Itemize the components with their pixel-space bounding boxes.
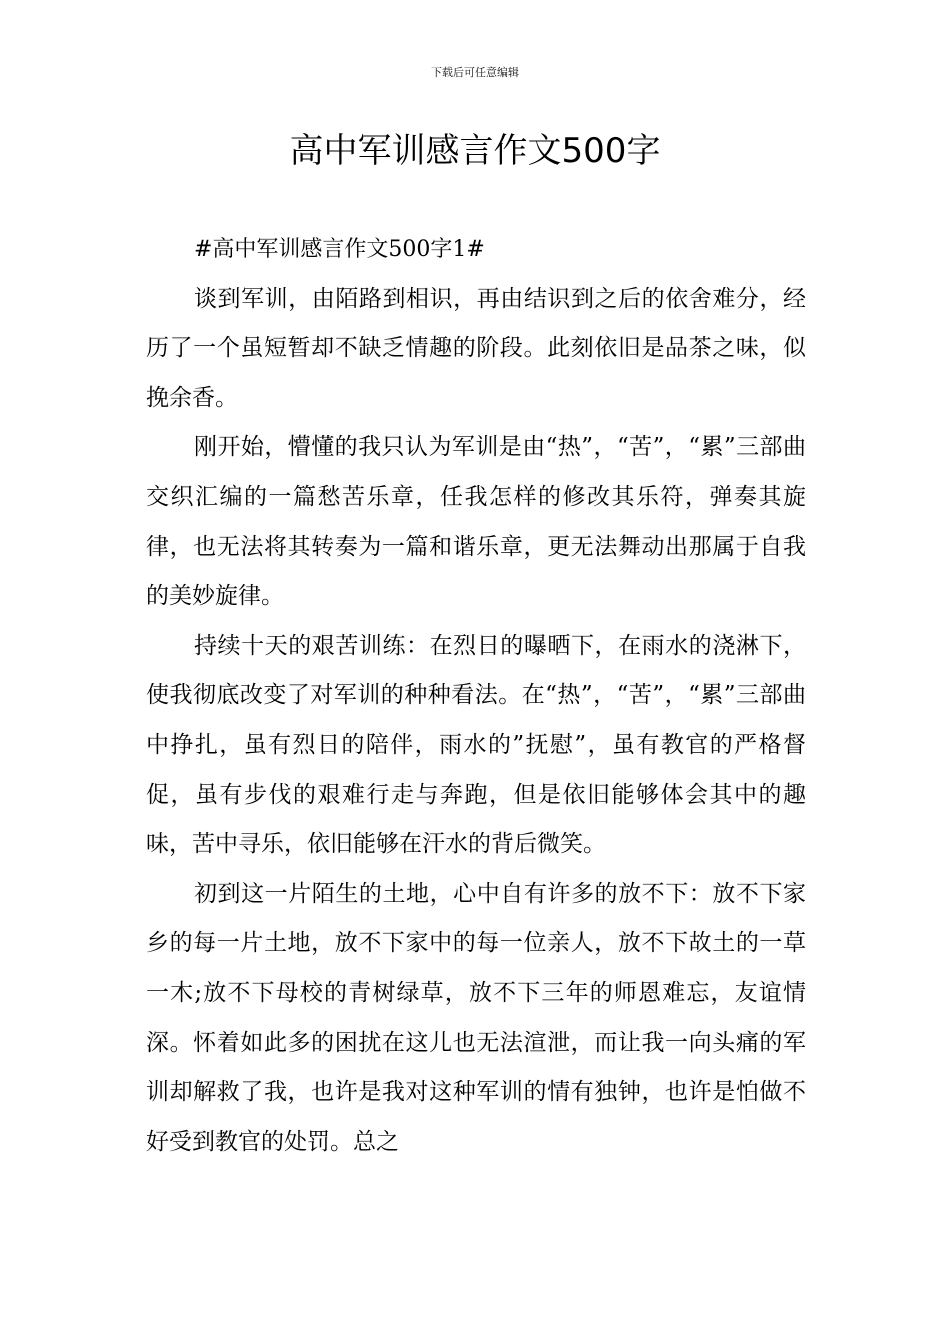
paragraph-3: 持续十天的艰苦训练：在烈日的曝晒下，在雨水的浇淋下，使我彻底改变了对军训的种种看法。在“热”，“苦”，“累”三部曲中挣扎，虽有烈日的陪伴，雨水的”抚慰”，虽有教官的严格督促，虽有步伐的艰难行走与奔跑，但是依旧能够体会其中的趣味，苦中寻乐，依旧能够在汗水的背后微笑。	[146, 632, 806, 858]
paragraph-4: 初到这一片陌生的土地，心中自有许多的放不下：放不下家乡的每一片土地，放不下家中的每一位亲人，放不下故土的一草一木;放不下母校的青树绿草，放不下三年的师恩难忘，友谊情深。怀着如此多的困扰在这儿也无法渲泄，而让我一向头痛的军训却解救了我，也许是我对这种军训的情有独钟，也许是怕做不好受到教官的处罚。总之	[146, 880, 806, 1155]
header-note: 下载后可任意编辑	[431, 66, 519, 79]
document-body	[146, 225, 806, 1167]
section-heading: #高中军训感言作文500字1#	[194, 237, 485, 262]
document-title: 高中军训感言作文500字	[289, 131, 661, 171]
paragraph-1: 谈到军训，由陌路到相识，再由结识到之后的依舍难分，经历了一个虽短暂却不缺乏情趣的阶段。此刻依旧是品茶之味，似挽余香。	[146, 285, 806, 411]
paragraph-2: 刚开始，懵懂的我只认为军训是由“热”，“苦”，“累”三部曲交织汇编的一篇愁苦乐章，任我怎样的修改其乐符，弹奏其旋律，也无法将其转奏为一篇和谐乐章，更无法舞动出那属于自我的美妙旋律。	[146, 434, 806, 610]
